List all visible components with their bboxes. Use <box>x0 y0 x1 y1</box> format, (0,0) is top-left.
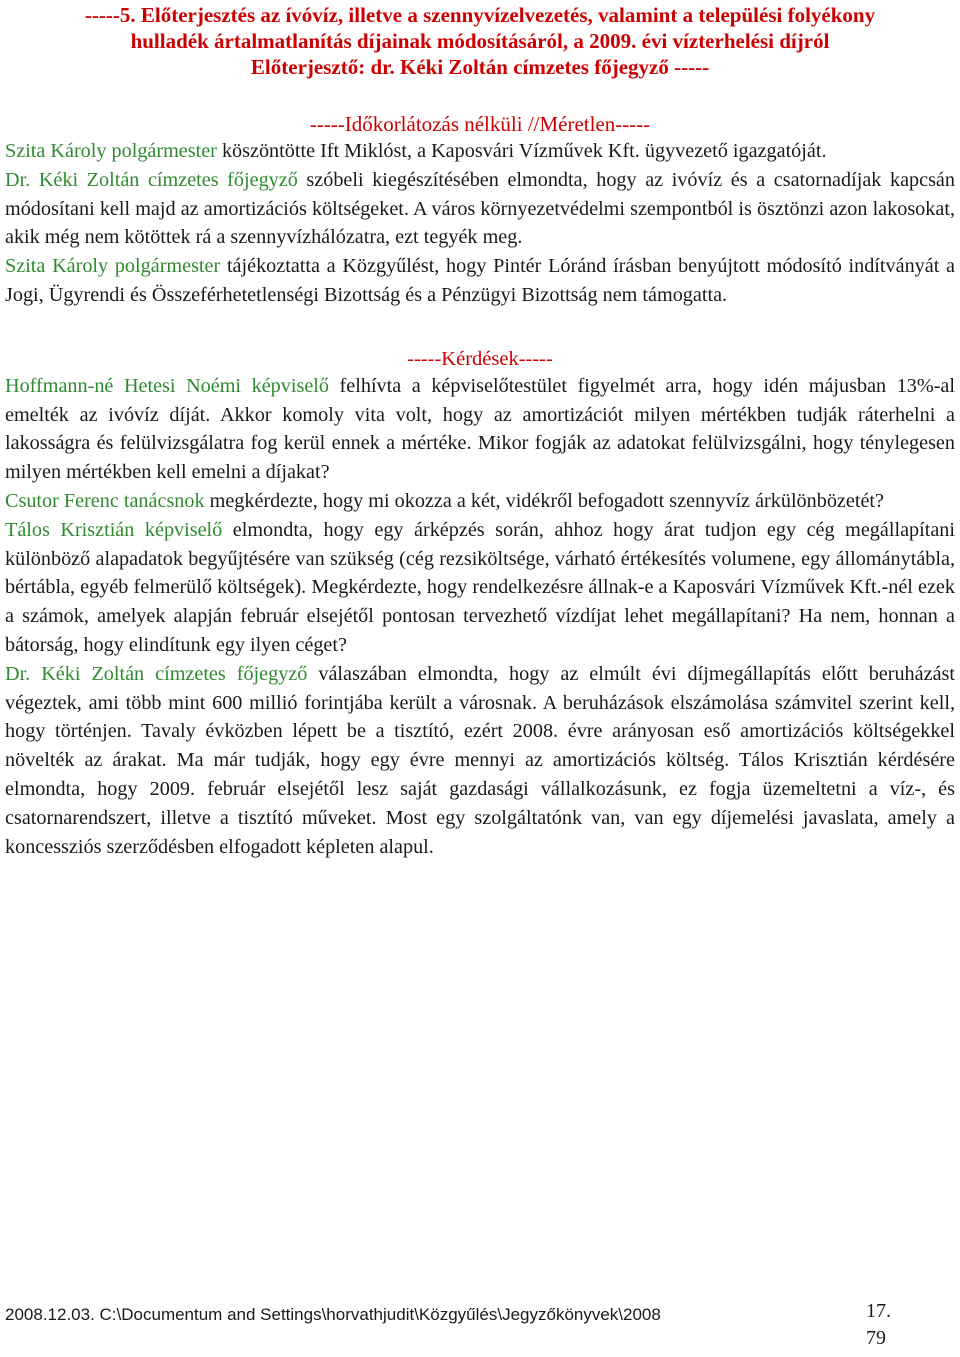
page-number-line-1: 17. <box>866 1300 891 1322</box>
speaker-name: Dr. Kéki Zoltán címzetes főjegyző <box>5 168 298 191</box>
paragraph-text: szóbeli kiegészítésében elmondta, hogy az ivóvíz és a csatornadíjak kapcsán módosítani kell majd az amortizációs költségeket. A város környezetvédelmi szempontból is ösztönzi azon lakosokat, akik még nem kötöttek rá a szennyvízhálózatra, ezt tegyék meg. <box>5 168 955 249</box>
page-number <box>866 1298 891 1352</box>
speaker-name: Tálos Krisztián képviselő <box>5 518 223 541</box>
agenda-subtitle: -----Időkorlátozás nélküli //Méretlen----- <box>309 112 651 136</box>
questions-heading: -----Kérdések----- <box>407 347 553 370</box>
speaker-name: Dr. Kéki Zoltán címzetes főjegyző <box>5 662 308 685</box>
question-paragraph-2 <box>5 487 955 516</box>
page-number-line-2: 79 <box>866 1327 886 1349</box>
agenda-title-line-2: hulladék ártalmatlanítás díjainak módosításáról, a 2009. évi vízterhelési díjról <box>130 29 830 53</box>
paragraph-1 <box>5 137 955 166</box>
paragraph-3 <box>5 252 955 310</box>
answer-paragraph <box>5 660 955 862</box>
question-paragraph-1 <box>5 372 955 487</box>
footer-path: 2008.12.03. C:\Documentum and Settings\horvathjudit\Közgyűlés\Jegyzőkönyvek\2008 <box>5 1305 661 1324</box>
paragraph-text: felhívta a képviselőtestület figyelmét arra, hogy idén májusban 13%-al emelték az ivóvíz díját. Akkor komoly vita volt, hogy az amortizációt milyen mértékben tudják ráterhelni a lakosságra és felülvizsgálatra fog kerül ennek a mértéke. Mikor fogják az adatokat felülvizsgálni, hogy ténylegesen milyen mértékben kell emelni a díjakat? <box>5 374 955 484</box>
speaker-name: Csutor Ferenc tanácsnok <box>5 489 205 512</box>
paragraph-text: köszöntötte Ift Miklóst, a Kaposvári Vízművek Kft. ügyvezető igazgatóját. <box>216 140 827 162</box>
document-page <box>5 0 955 861</box>
paragraph-2 <box>5 166 955 252</box>
agenda-title-line-3: Előterjesztő: dr. Kéki Zoltán címzetes főjegyző ----- <box>250 55 710 79</box>
agenda-title <box>5 2 955 80</box>
question-paragraph-3 <box>5 516 955 660</box>
paragraph-text: tájékoztatta a Közgyűlést, hogy Pintér Lóránd írásban benyújtott módosító indítványát a Jogi, Ügyrendi és Összeférhetetlenségi Bizottság és a Pénzügyi Bizottság nem támogatta. <box>5 255 955 306</box>
agenda-title-line-1: -----5. Előterjesztés az ívóvíz, illetve a szennyvízelvezetés, valamint a települési folyékony <box>84 3 876 27</box>
paragraph-text: válaszában elmondta, hogy az elmúlt évi díjmegállapítás előtt beruházást végeztek, ami több mint 600 millió forintjába került a városnak. A beruházások elszámolása számvitel szerint kell, hogy történjen. Tavaly évközben lépett be a tisztító, ezért 2008. évre arányosan eső amortizációs költségekkel növelték az árakat. Ma már tudják, hogy egy évre mennyi az amortizációs költség. Tálos Krisztián kérdésére elmondta, hogy 2009. február elsejétől lesz saját gazdasági vállalkozásunk, ez fogja üzemeltetni a víz-, és csatornarendszert, illetve a tisztító műveket. Most egy szolgáltatónk van, van egy díjemelési javaslata, amely a koncessziós szerződésben elfogadott képleten alapul. <box>5 662 955 858</box>
speaker-name: Szita Károly polgármester <box>5 255 221 278</box>
paragraph-text: megkérdezte, hogy mi okozza a két, vidékről befogadott szennyvíz árkülönbözetét? <box>204 489 884 512</box>
speaker-name: Szita Károly polgármester <box>5 140 217 162</box>
speaker-name: Hoffmann-né Hetesi Noémi képviselő <box>5 374 329 397</box>
paragraph-text: elmondta, hogy egy árképzés során, ahhoz hogy árat tudjon egy cég megállapítani különböző alapadatok begyűjtésére van szükség (cég rezsiköltsége, várható értékesítés volumene, egy állománytábla, bértábla, egyéb felmerülő költségek). Megkérdezte, hogy rendelkezésre állnak-e a Kaposvári Vízművek Kft.-nél ezek a számok, amelyek alapján február elsejétől pontosan tervezhető vízdíjat lehet megállapítani? Ha nem, honnan a bátorság, hogy elindítunk egy ilyen céget? <box>5 518 956 656</box>
